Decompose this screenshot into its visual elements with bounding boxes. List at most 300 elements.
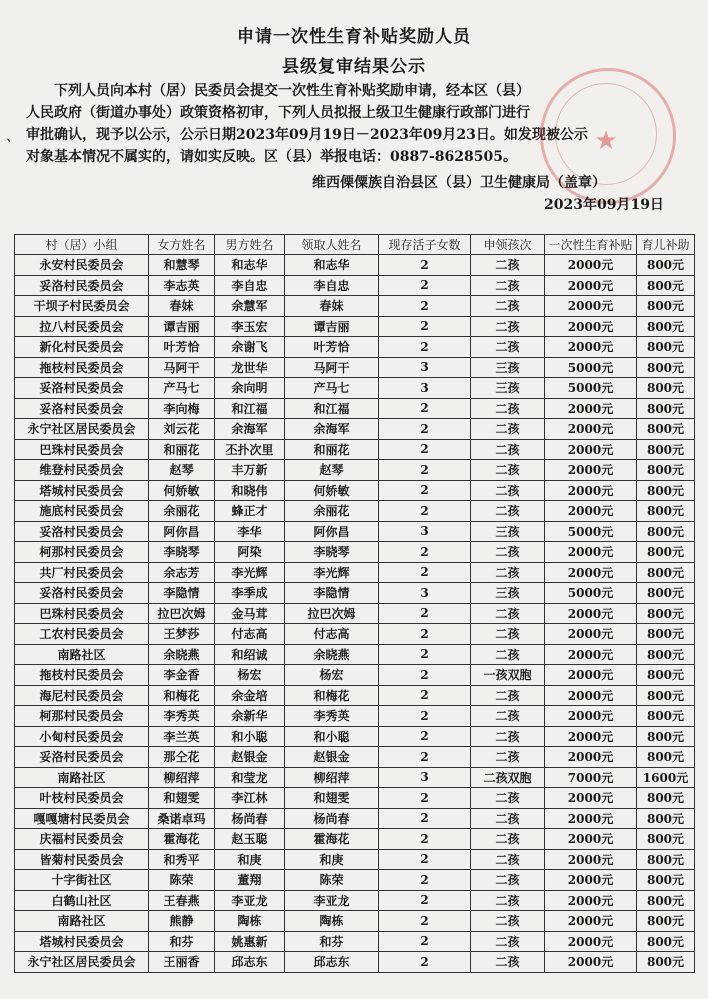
village-cell: 拖枝村民委员会 — [15, 665, 149, 686]
child-order-cell: 二孩 — [471, 296, 545, 317]
male-name-cell: 陶栋 — [215, 911, 285, 932]
table-row — [15, 439, 695, 460]
male-name-cell: 蜂正才 — [215, 501, 285, 522]
recipient-name-cell: 阿你昌 — [285, 521, 379, 542]
subsidy-cell: 2000元 — [545, 911, 637, 932]
recipient-name-cell: 余海军 — [285, 419, 379, 440]
children-count-cell: 2 — [379, 255, 471, 276]
child-order-cell: 二孩 — [471, 419, 545, 440]
male-name-cell: 李季成 — [215, 583, 285, 604]
children-count-cell: 2 — [379, 542, 471, 563]
table-header-row — [15, 235, 695, 255]
children-count-cell: 2 — [379, 808, 471, 829]
child-order-cell: 二孩 — [471, 870, 545, 891]
child-order-cell: 二孩 — [471, 480, 545, 501]
subsidy-cell: 2000元 — [545, 931, 637, 952]
recipient-name-cell: 陈荣 — [285, 870, 379, 891]
childcare-cell: 800元 — [637, 378, 695, 399]
village-cell: 巴珠村民委员会 — [15, 439, 149, 460]
subsidy-cell: 5000元 — [545, 583, 637, 604]
table-row — [15, 911, 695, 932]
table-row — [15, 870, 695, 891]
female-name-cell: 和秀平 — [149, 849, 215, 870]
notice-line: 人民政府（街道办事处）政策资格初审，下列人员拟报上级卫生健康行政部门进行 — [26, 105, 530, 121]
male-name-cell: 李江林 — [215, 788, 285, 809]
village-cell: 维登村民委员会 — [15, 460, 149, 481]
male-name-cell: 余金培 — [215, 685, 285, 706]
childcare-cell: 800元 — [637, 624, 695, 645]
female-name-cell: 王丽香 — [149, 952, 215, 973]
table-row — [15, 665, 695, 686]
child-order-cell: 二孩 — [471, 685, 545, 706]
childcare-cell: 800元 — [637, 337, 695, 358]
village-cell: 工农村民委员会 — [15, 624, 149, 645]
table-row — [15, 480, 695, 501]
male-name-cell: 丰万新 — [215, 460, 285, 481]
female-name-cell: 李金香 — [149, 665, 215, 686]
column-header: 现存活子女数 — [379, 235, 471, 255]
recipient-name-cell: 李亚龙 — [285, 890, 379, 911]
subsidy-cell: 2000元 — [545, 439, 637, 460]
village-cell: 皆菊村民委员会 — [15, 849, 149, 870]
recipient-name-cell: 马阿干 — [285, 357, 379, 378]
female-name-cell: 和芬 — [149, 931, 215, 952]
childcare-cell: 800元 — [637, 460, 695, 481]
table-row — [15, 275, 695, 296]
child-order-cell: 三孩 — [471, 583, 545, 604]
subsidy-cell: 2000元 — [545, 829, 637, 850]
child-order-cell: 二孩 — [471, 316, 545, 337]
village-cell: 拉八村民委员会 — [15, 316, 149, 337]
childcare-cell: 800元 — [637, 419, 695, 440]
children-count-cell: 2 — [379, 931, 471, 952]
table-row — [15, 706, 695, 727]
male-name-cell: 余慧军 — [215, 296, 285, 317]
recipient-name-cell: 和江福 — [285, 398, 379, 419]
subsidy-cell: 2000元 — [545, 665, 637, 686]
child-order-cell: 二孩 — [471, 747, 545, 768]
children-count-cell: 2 — [379, 644, 471, 665]
village-cell: 妥洛村民委员会 — [15, 521, 149, 542]
recipient-name-cell: 和梅花 — [285, 685, 379, 706]
village-cell: 妥洛村民委员会 — [15, 275, 149, 296]
subsidy-cell: 2000元 — [545, 808, 637, 829]
female-name-cell: 王春燕 — [149, 890, 215, 911]
female-name-cell: 熊静 — [149, 911, 215, 932]
table-row — [15, 296, 695, 317]
children-count-cell: 2 — [379, 706, 471, 727]
recipient-name-cell: 和翅雯 — [285, 788, 379, 809]
village-cell: 妥洛村民委员会 — [15, 747, 149, 768]
children-count-cell: 3 — [379, 767, 471, 788]
recipient-name-cell: 拉巴次姆 — [285, 603, 379, 624]
childcare-cell: 800元 — [637, 275, 695, 296]
subsidy-cell: 2000元 — [545, 952, 637, 973]
child-order-cell: 三孩 — [471, 378, 545, 399]
signature-date: 2023年09月19日 — [544, 197, 664, 213]
table-row — [15, 931, 695, 952]
male-name-cell: 丕扑次里 — [215, 439, 285, 460]
female-name-cell: 李志英 — [149, 275, 215, 296]
subsidy-cell: 2000元 — [545, 296, 637, 317]
column-header: 申领孩次 — [471, 235, 545, 255]
table-row — [15, 398, 695, 419]
children-count-cell: 2 — [379, 296, 471, 317]
column-header: 女方姓名 — [149, 235, 215, 255]
children-count-cell: 3 — [379, 521, 471, 542]
table-row — [15, 460, 695, 481]
table-row — [15, 890, 695, 911]
child-order-cell: 二孩 — [471, 644, 545, 665]
childcare-cell: 800元 — [637, 501, 695, 522]
male-name-cell: 和志华 — [215, 255, 285, 276]
childcare-cell: 800元 — [637, 398, 695, 419]
table-row — [15, 542, 695, 563]
child-order-cell: 二孩 — [471, 788, 545, 809]
male-name-cell: 李华 — [215, 521, 285, 542]
childcare-cell: 800元 — [637, 706, 695, 727]
child-order-cell: 三孩 — [471, 357, 545, 378]
star-icon: ★ — [594, 126, 618, 156]
female-name-cell: 和丽花 — [149, 439, 215, 460]
male-name-cell: 姚惠新 — [215, 931, 285, 952]
children-count-cell: 2 — [379, 460, 471, 481]
child-order-cell: 二孩 — [471, 931, 545, 952]
female-name-cell: 产马七 — [149, 378, 215, 399]
male-name-cell: 杨尚春 — [215, 808, 285, 829]
column-header: 男方姓名 — [215, 235, 285, 255]
childcare-cell: 800元 — [637, 685, 695, 706]
female-name-cell: 李秀英 — [149, 706, 215, 727]
recipient-name-cell: 陶栋 — [285, 911, 379, 932]
male-name-cell: 邱志东 — [215, 952, 285, 973]
childcare-cell: 800元 — [637, 849, 695, 870]
applicant-table — [14, 234, 695, 973]
subsidy-cell: 2000元 — [545, 316, 637, 337]
subsidy-cell: 2000元 — [545, 255, 637, 276]
column-header: 领取人姓名 — [285, 235, 379, 255]
village-cell: 柯那村民委员会 — [15, 542, 149, 563]
village-cell: 干坝子村民委员会 — [15, 296, 149, 317]
childcare-cell: 800元 — [637, 439, 695, 460]
children-count-cell: 2 — [379, 747, 471, 768]
childcare-cell: 800元 — [637, 870, 695, 891]
children-count-cell: 2 — [379, 829, 471, 850]
child-order-cell: 二孩 — [471, 829, 545, 850]
child-order-cell: 二孩 — [471, 460, 545, 481]
recipient-name-cell: 春妹 — [285, 296, 379, 317]
childcare-cell: 800元 — [637, 890, 695, 911]
childcare-cell: 800元 — [637, 788, 695, 809]
children-count-cell: 2 — [379, 316, 471, 337]
female-name-cell: 李兰英 — [149, 726, 215, 747]
table-row — [15, 685, 695, 706]
recipient-name-cell: 和丽花 — [285, 439, 379, 460]
male-name-cell: 余向明 — [215, 378, 285, 399]
children-count-cell: 3 — [379, 583, 471, 604]
child-order-cell: 二孩 — [471, 255, 545, 276]
female-name-cell: 何娇敏 — [149, 480, 215, 501]
children-count-cell: 2 — [379, 788, 471, 809]
childcare-cell: 800元 — [637, 829, 695, 850]
male-name-cell: 余谢飞 — [215, 337, 285, 358]
subsidy-cell: 2000元 — [545, 644, 637, 665]
childcare-cell: 800元 — [637, 583, 695, 604]
subsidy-cell: 2000元 — [545, 788, 637, 809]
recipient-name-cell: 产马七 — [285, 378, 379, 399]
table-row — [15, 316, 695, 337]
female-name-cell: 王梦莎 — [149, 624, 215, 645]
margin-mark: 、 — [6, 129, 20, 145]
childcare-cell: 800元 — [637, 665, 695, 686]
village-cell: 南路社区 — [15, 767, 149, 788]
subsidy-cell: 2000元 — [545, 624, 637, 645]
children-count-cell: 2 — [379, 665, 471, 686]
village-cell: 永宁社区居民委员会 — [15, 952, 149, 973]
male-name-cell: 余海军 — [215, 419, 285, 440]
childcare-cell: 800元 — [637, 357, 695, 378]
childcare-cell: 800元 — [637, 747, 695, 768]
childcare-cell: 800元 — [637, 521, 695, 542]
recipient-name-cell: 和芬 — [285, 931, 379, 952]
children-count-cell: 2 — [379, 849, 471, 870]
column-header: 一次性生育补贴 — [545, 235, 637, 255]
village-cell: 柯那村民委员会 — [15, 706, 149, 727]
table-row — [15, 808, 695, 829]
child-order-cell: 二孩 — [471, 562, 545, 583]
female-name-cell: 余志芳 — [149, 562, 215, 583]
child-order-cell: 二孩 — [471, 890, 545, 911]
subsidy-cell: 2000元 — [545, 603, 637, 624]
recipient-name-cell: 杨尚春 — [285, 808, 379, 829]
table-row — [15, 255, 695, 276]
subsidy-cell: 5000元 — [545, 521, 637, 542]
table-row — [15, 583, 695, 604]
female-name-cell: 拉巴次姆 — [149, 603, 215, 624]
female-name-cell: 陈荣 — [149, 870, 215, 891]
recipient-name-cell: 杨宏 — [285, 665, 379, 686]
village-cell: 永宁社区居民委员会 — [15, 419, 149, 440]
column-header: 育儿补助 — [637, 235, 695, 255]
child-order-cell: 二孩 — [471, 439, 545, 460]
subsidy-cell: 2000元 — [545, 419, 637, 440]
village-cell: 南路社区 — [15, 911, 149, 932]
male-name-cell: 杨宏 — [215, 665, 285, 686]
male-name-cell: 和江福 — [215, 398, 285, 419]
childcare-cell: 800元 — [637, 603, 695, 624]
child-order-cell: 二孩 — [471, 624, 545, 645]
subsidy-cell: 2000元 — [545, 706, 637, 727]
female-name-cell: 那仝花 — [149, 747, 215, 768]
signature-org: 维西傈僳族自治县区（县）卫生健康局（盖章） — [312, 175, 606, 191]
table-row — [15, 788, 695, 809]
recipient-name-cell: 赵银金 — [285, 747, 379, 768]
female-name-cell: 余丽花 — [149, 501, 215, 522]
male-name-cell: 和小聪 — [215, 726, 285, 747]
subsidy-cell: 2000元 — [545, 890, 637, 911]
child-order-cell: 二孩 — [471, 706, 545, 727]
children-count-cell: 2 — [379, 501, 471, 522]
female-name-cell: 余晓燕 — [149, 644, 215, 665]
village-cell: 妥洛村民委员会 — [15, 378, 149, 399]
child-order-cell: 一孩双胞 — [471, 665, 545, 686]
childcare-cell: 800元 — [637, 726, 695, 747]
male-name-cell: 阿染 — [215, 542, 285, 563]
table-row — [15, 562, 695, 583]
recipient-name-cell: 何娇敏 — [285, 480, 379, 501]
children-count-cell: 2 — [379, 911, 471, 932]
page-title: 申请一次性生育补贴奖励人员 — [237, 27, 471, 47]
male-name-cell: 李光辉 — [215, 562, 285, 583]
children-count-cell: 2 — [379, 726, 471, 747]
child-order-cell: 二孩 — [471, 542, 545, 563]
table-row — [15, 767, 695, 788]
village-cell: 嘎嘎塘村民委员会 — [15, 808, 149, 829]
table-row — [15, 603, 695, 624]
children-count-cell: 2 — [379, 398, 471, 419]
subsidy-cell: 2000元 — [545, 542, 637, 563]
subsidy-cell: 2000元 — [545, 849, 637, 870]
notice-line: 下列人员向本村（居）民委员会提交一次性生育补贴奖励申请，经本区（县） — [54, 83, 530, 99]
table-row — [15, 419, 695, 440]
table-row — [15, 624, 695, 645]
recipient-name-cell: 付志高 — [285, 624, 379, 645]
female-name-cell: 阿你昌 — [149, 521, 215, 542]
subsidy-cell: 2000元 — [545, 562, 637, 583]
subsidy-cell: 2000元 — [545, 685, 637, 706]
female-name-cell: 谭吉丽 — [149, 316, 215, 337]
childcare-cell: 800元 — [637, 480, 695, 501]
female-name-cell: 和翅雯 — [149, 788, 215, 809]
village-cell: 叶枝村民委员会 — [15, 788, 149, 809]
table-row — [15, 829, 695, 850]
village-cell: 共厂村民委员会 — [15, 562, 149, 583]
recipient-name-cell: 和小聪 — [285, 726, 379, 747]
village-cell: 塔城村民委员会 — [15, 480, 149, 501]
subsidy-cell: 2000元 — [545, 870, 637, 891]
recipient-name-cell: 李秀英 — [285, 706, 379, 727]
subsidy-cell: 2000元 — [545, 275, 637, 296]
seal-inner-ring — [555, 83, 657, 185]
recipient-name-cell: 李光辉 — [285, 562, 379, 583]
children-count-cell: 2 — [379, 685, 471, 706]
male-name-cell: 和庚 — [215, 849, 285, 870]
village-cell: 庆福村民委员会 — [15, 829, 149, 850]
childcare-cell: 800元 — [637, 911, 695, 932]
recipient-name-cell: 谭吉丽 — [285, 316, 379, 337]
children-count-cell: 2 — [379, 870, 471, 891]
table-row — [15, 337, 695, 358]
subsidy-cell: 5000元 — [545, 378, 637, 399]
village-cell: 施底村民委员会 — [15, 501, 149, 522]
children-count-cell: 2 — [379, 562, 471, 583]
child-order-cell: 二孩 — [471, 275, 545, 296]
male-name-cell: 赵银金 — [215, 747, 285, 768]
children-count-cell: 3 — [379, 378, 471, 399]
childcare-cell: 800元 — [637, 562, 695, 583]
male-name-cell: 李亚龙 — [215, 890, 285, 911]
children-count-cell: 3 — [379, 357, 471, 378]
child-order-cell: 二孩 — [471, 911, 545, 932]
recipient-name-cell: 李隐情 — [285, 583, 379, 604]
children-count-cell: 2 — [379, 480, 471, 501]
male-name-cell: 余新华 — [215, 706, 285, 727]
childcare-cell: 800元 — [637, 952, 695, 973]
childcare-cell: 800元 — [637, 255, 695, 276]
female-name-cell: 桑诺卓玛 — [149, 808, 215, 829]
child-order-cell: 二孩 — [471, 726, 545, 747]
recipient-name-cell: 赵琴 — [285, 460, 379, 481]
childcare-cell: 800元 — [637, 542, 695, 563]
female-name-cell: 马阿干 — [149, 357, 215, 378]
female-name-cell: 刘云花 — [149, 419, 215, 440]
village-cell: 巴珠村民委员会 — [15, 603, 149, 624]
subsidy-cell: 2000元 — [545, 726, 637, 747]
child-order-cell: 二孩 — [471, 952, 545, 973]
child-order-cell: 二孩 — [471, 849, 545, 870]
children-count-cell: 2 — [379, 952, 471, 973]
subsidy-cell: 2000元 — [545, 480, 637, 501]
female-name-cell: 李隐情 — [149, 583, 215, 604]
notice-line: 审批确认，现予以公示，公示日期2023年09月19日－2023年09月23日。如发现被公示 — [26, 127, 588, 143]
male-name-cell: 付志高 — [215, 624, 285, 645]
female-name-cell: 春妹 — [149, 296, 215, 317]
female-name-cell: 柳绍萍 — [149, 767, 215, 788]
male-name-cell: 李自忠 — [215, 275, 285, 296]
children-count-cell: 2 — [379, 890, 471, 911]
recipient-name-cell: 余丽花 — [285, 501, 379, 522]
village-cell: 永安村民委员会 — [15, 255, 149, 276]
subsidy-cell: 2000元 — [545, 398, 637, 419]
female-name-cell: 赵琴 — [149, 460, 215, 481]
recipient-name-cell: 叶芳恰 — [285, 337, 379, 358]
female-name-cell: 和慧琴 — [149, 255, 215, 276]
child-order-cell: 二孩 — [471, 398, 545, 419]
page-subtitle: 县级复审结果公示 — [282, 57, 426, 77]
village-cell: 妥洛村民委员会 — [15, 398, 149, 419]
recipient-name-cell: 霍海花 — [285, 829, 379, 850]
notice-line: 对象基本情况不属实的，请如实反映。区（县）举报电话：0887-8628505。 — [26, 149, 517, 165]
female-name-cell: 和梅花 — [149, 685, 215, 706]
male-name-cell: 和晓伟 — [215, 480, 285, 501]
recipient-name-cell: 李自忠 — [285, 275, 379, 296]
female-name-cell: 李向梅 — [149, 398, 215, 419]
recipient-name-cell: 和志华 — [285, 255, 379, 276]
subsidy-cell: 7000元 — [545, 767, 637, 788]
subsidy-cell: 2000元 — [545, 501, 637, 522]
male-name-cell: 金马茸 — [215, 603, 285, 624]
male-name-cell: 李玉宏 — [215, 316, 285, 337]
childcare-cell: 1600元 — [637, 767, 695, 788]
child-order-cell: 二孩 — [471, 337, 545, 358]
village-cell: 白鹤山社区 — [15, 890, 149, 911]
table-row — [15, 521, 695, 542]
recipient-name-cell: 余晓燕 — [285, 644, 379, 665]
subsidy-cell: 2000元 — [545, 337, 637, 358]
childcare-cell: 800元 — [637, 316, 695, 337]
children-count-cell: 2 — [379, 419, 471, 440]
child-order-cell: 二孩 — [471, 808, 545, 829]
children-count-cell: 2 — [379, 603, 471, 624]
male-name-cell: 和绍诚 — [215, 644, 285, 665]
male-name-cell: 赵玉聪 — [215, 829, 285, 850]
male-name-cell: 龙世华 — [215, 357, 285, 378]
village-cell: 妥洛村民委员会 — [15, 583, 149, 604]
table-row — [15, 952, 695, 973]
column-header: 村（居）小组 — [15, 235, 149, 255]
childcare-cell: 800元 — [637, 644, 695, 665]
table-row — [15, 644, 695, 665]
